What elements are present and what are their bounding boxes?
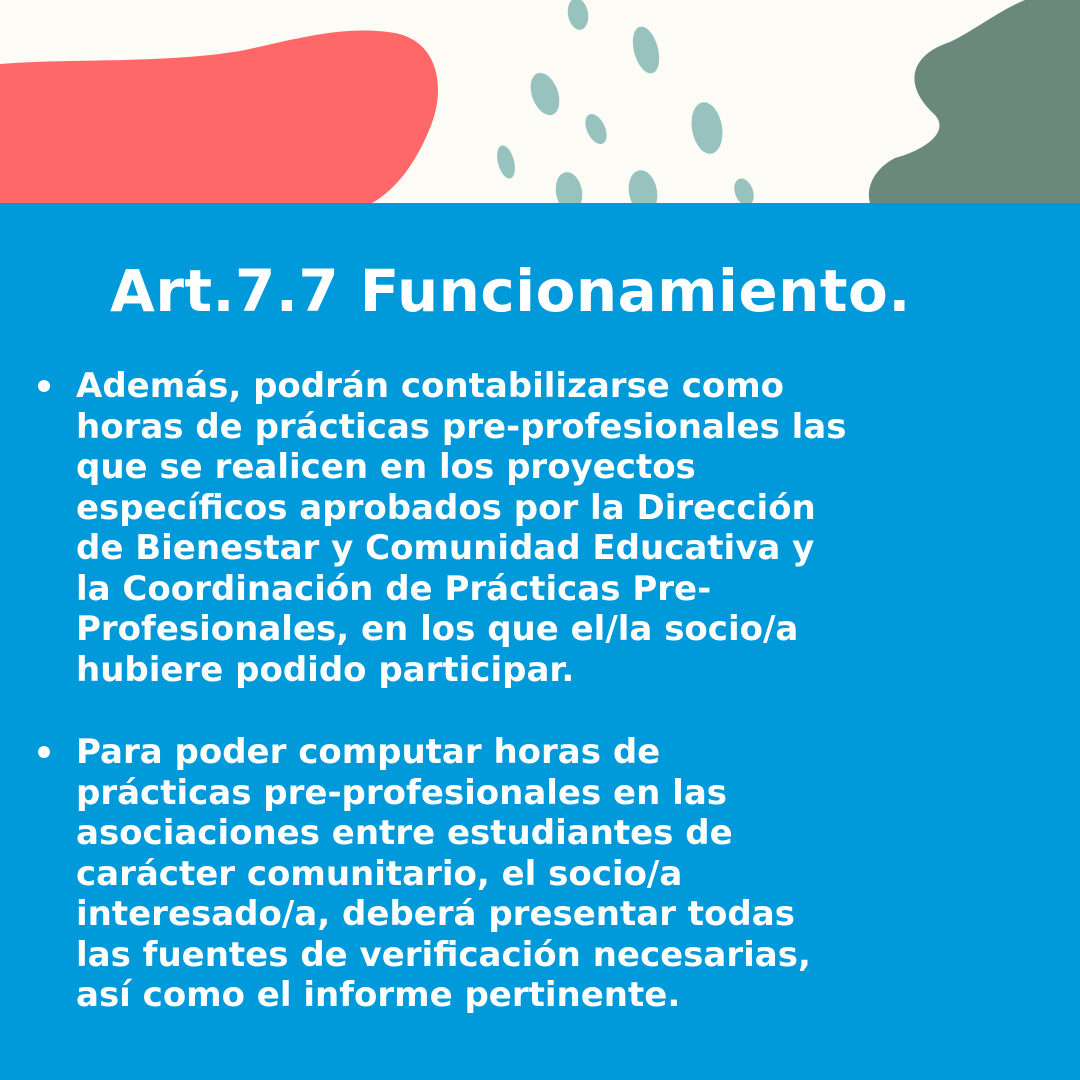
article-title: Art.7.7 Funcionamiento. <box>110 257 911 325</box>
bullet-line: carácter comunitario, el socio/a <box>76 853 683 894</box>
bullet-line: que se realicen en los proyectos <box>76 447 696 487</box>
bullet-dot-icon <box>38 746 50 758</box>
bullet-line: Para poder computar horas de <box>76 732 661 772</box>
bullet-dot-icon <box>38 380 50 392</box>
bullet-line: las fuentes de verificación necesarias, <box>76 934 811 975</box>
bullet-line: de Bienestar y Comunidad Educativa y <box>76 528 815 568</box>
bullet-line: hubiere podido participar. <box>76 649 575 690</box>
bullet-list <box>0 366 1080 1058</box>
bullet-line: Profesionales, en los que el/la socio/a <box>76 609 799 649</box>
bullet-line: específicos aprobados por la Dirección <box>76 487 816 528</box>
bullet-line: así como el informe pertinente. <box>76 975 681 1015</box>
bullet-item <box>0 732 1080 1016</box>
bullet-line: prácticas pre-profesionales en las <box>76 772 727 813</box>
decorative-banner-art <box>0 0 1080 203</box>
bullet-line: asociaciones entre estudiantes de <box>76 813 733 853</box>
decorative-banner <box>0 0 1080 203</box>
bullet-line: horas de prácticas pre-profesionales las <box>76 406 847 447</box>
bullet-item <box>0 366 1080 690</box>
bullet-line: Además, podrán contabilizarse como <box>76 366 785 406</box>
bullet-line: interesado/a, deberá presentar todas <box>76 894 795 934</box>
bullet-line: la Coordinación de Prácticas Pre- <box>76 568 712 609</box>
content-panel <box>0 203 1080 1080</box>
